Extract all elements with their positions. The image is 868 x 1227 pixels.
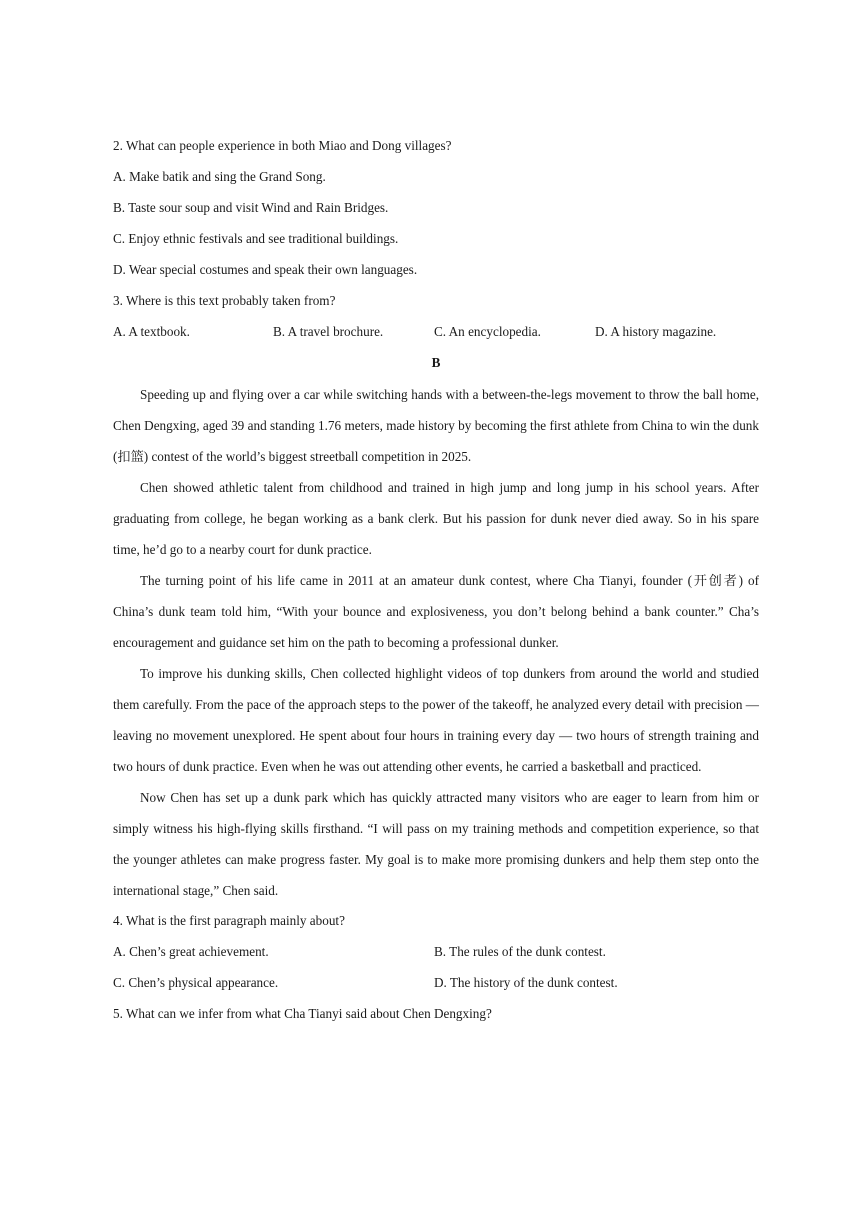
passage-paragraph-5: Now Chen has set up a dunk park which has quickly attracted many visitors who are eager to learn from him or simply witness his high-flying skills firsthand. “I will pass on my training methods and competition experience, so that the younger athletes can make progress faster. My goal is to make more promising dunkers and help them step onto the international stage,” Chen said. <box>113 789 759 898</box>
question-2-option-c: C. Enjoy ethnic festivals and see traditional buildings. <box>113 231 399 246</box>
question-4-option-b: B. The rules of the dunk contest. <box>434 944 606 959</box>
question-2-option-a: A. Make batik and sing the Grand Song. <box>113 169 326 184</box>
question-3-options <box>113 320 759 351</box>
question-4-options-row-2 <box>113 971 759 1002</box>
question-4-option-c: C. Chen’s physical appearance. <box>113 975 279 990</box>
question-2-stem: 2. What can people experience in both Miao and Dong villages? <box>113 138 452 153</box>
passage-paragraph-3: The turning point of his life came in 2011 at an amateur dunk contest, where Cha Tianyi, founder (开创者) of China’s dunk team told him, “With your bounce and explosiveness, you don’t belong behind a bank counter.” Cha’s encouragement and guidance set him on the path to becoming a professional dunker. <box>113 572 759 650</box>
passage-paragraph-4: To improve his dunking skills, Chen collected highlight videos of top dunkers from around the world and studied them carefully. From the pace of the approach steps to the power of the takeoff, he analyzed every detail with precision — leaving no movement unexplored. He spent about four hours in training every day — two hours of strength training and two hours of dunk practice. Even when he was out attending other events, he carried a basketball and practiced. <box>113 665 759 774</box>
question-4-options-row-1 <box>113 940 759 971</box>
passage-paragraph-2: Chen showed athletic talent from childhood and trained in high jump and long jump in his school years. After graduating from college, he began working as a bank clerk. But his passion for dunk never died away. So in his spare time, he’d go to a nearby court for dunk practice. <box>113 479 759 557</box>
question-3-stem: 3. Where is this text probably taken from? <box>113 293 336 308</box>
exam-page <box>113 134 759 1033</box>
question-4-stem: 4. What is the first paragraph mainly about? <box>113 913 345 928</box>
question-3-option-c: C. An encyclopedia. <box>434 324 541 339</box>
question-4-option-d: D. The history of the dunk contest. <box>434 975 618 990</box>
question-3-option-b: B. A travel brochure. <box>273 324 384 339</box>
passage-paragraph-1: Speeding up and flying over a car while switching hands with a between-the-legs movement to throw the ball home, Chen Dengxing, aged 39 and standing 1.76 meters, made history by becoming the first athlete from China to win the dunk (扣篮) contest of the world’s biggest streetball competition in 2025. <box>113 386 759 464</box>
question-2-option-d: D. Wear special costumes and speak their own languages. <box>113 262 418 277</box>
question-3-option-d: D. A history magazine. <box>595 324 717 339</box>
question-2-option-b: B. Taste sour soup and visit Wind and Rain Bridges. <box>113 200 389 215</box>
question-5-stem: 5. What can we infer from what Cha Tianyi said about Chen Dengxing? <box>113 1006 492 1021</box>
question-4-option-a: A. Chen’s great achievement. <box>113 944 269 959</box>
question-3-option-a: A. A textbook. <box>113 324 190 339</box>
section-b-title: B <box>431 355 441 370</box>
passage-b <box>113 379 759 906</box>
